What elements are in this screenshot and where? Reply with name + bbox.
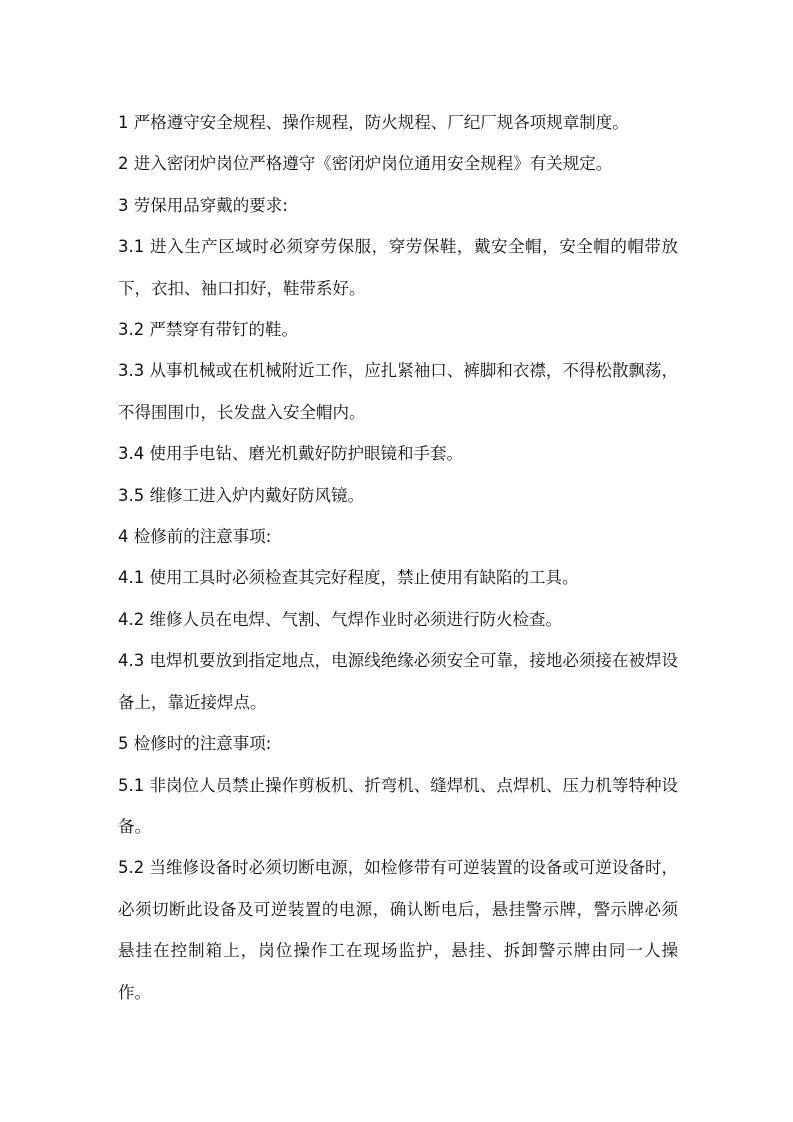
section-heading-5: 5 检修时的注意事项: [118, 734, 272, 754]
paragraph-3-2: 3.2 严禁穿有带钉的鞋。 [118, 320, 298, 340]
paragraph-4-1: 4.1 使用工具时必须检查其完好程度，禁止使用有缺陷的工具。 [118, 568, 579, 588]
section-heading-3: 3 劳保用品穿戴的要求: [118, 195, 288, 215]
document-body [118, 102, 678, 1013]
paragraph-3-1: 3.1 进入生产区域时必须穿劳保服，穿劳保鞋，戴安全帽，安全帽的帽带放下，衣扣、袖口扣好，鞋带系好。 [118, 237, 678, 298]
paragraph-2: 2 进入密闭炉岗位严格遵守《密闭炉岗位通用安全规程》有关规定。 [118, 154, 613, 174]
paragraph-1: 1 严格遵守安全规程、操作规程，防火规程、厂纪厂规各项规章制度。 [118, 113, 629, 132]
section-heading-4: 4 检修前的注意事项: [118, 527, 272, 547]
paragraph-3-5: 3.5 维修工进入炉内戴好防风镜。 [118, 485, 364, 505]
paragraph-5-1: 5.1 非岗位人员禁止操作剪板机、折弯机、缝焊机、点焊机、压力机等特种设备。 [118, 775, 678, 836]
paragraph-3-4: 3.4 使用手电钻、磨光机戴好防护眼镜和手套。 [118, 444, 463, 464]
paragraph-5-2: 5.2 当维修设备时必须切断电源，如检修带有可逆装置的设备或可逆设备时，必须切断此设备及可逆装置的电源，确认断电后，悬挂警示牌，警示牌必须悬挂在控制箱上，岗位操作工在现场监护，悬挂、拆卸警示牌由同一人操作。 [118, 858, 678, 1002]
paragraph-4-3: 4.3 电焊机要放到指定地点，电源线绝缘必须安全可靠，接地必须接在被焊设备上，靠近接焊点。 [118, 651, 678, 712]
paragraph-3-3: 3.3 从事机械或在机械附近工作，应扎紧袖口、裤脚和衣襟，不得松散飘荡，不得围围巾，长发盘入安全帽内。 [118, 361, 678, 422]
paragraph-4-2: 4.2 维修人员在电焊、气割、气焊作业时必须进行防火检查。 [118, 609, 562, 629]
